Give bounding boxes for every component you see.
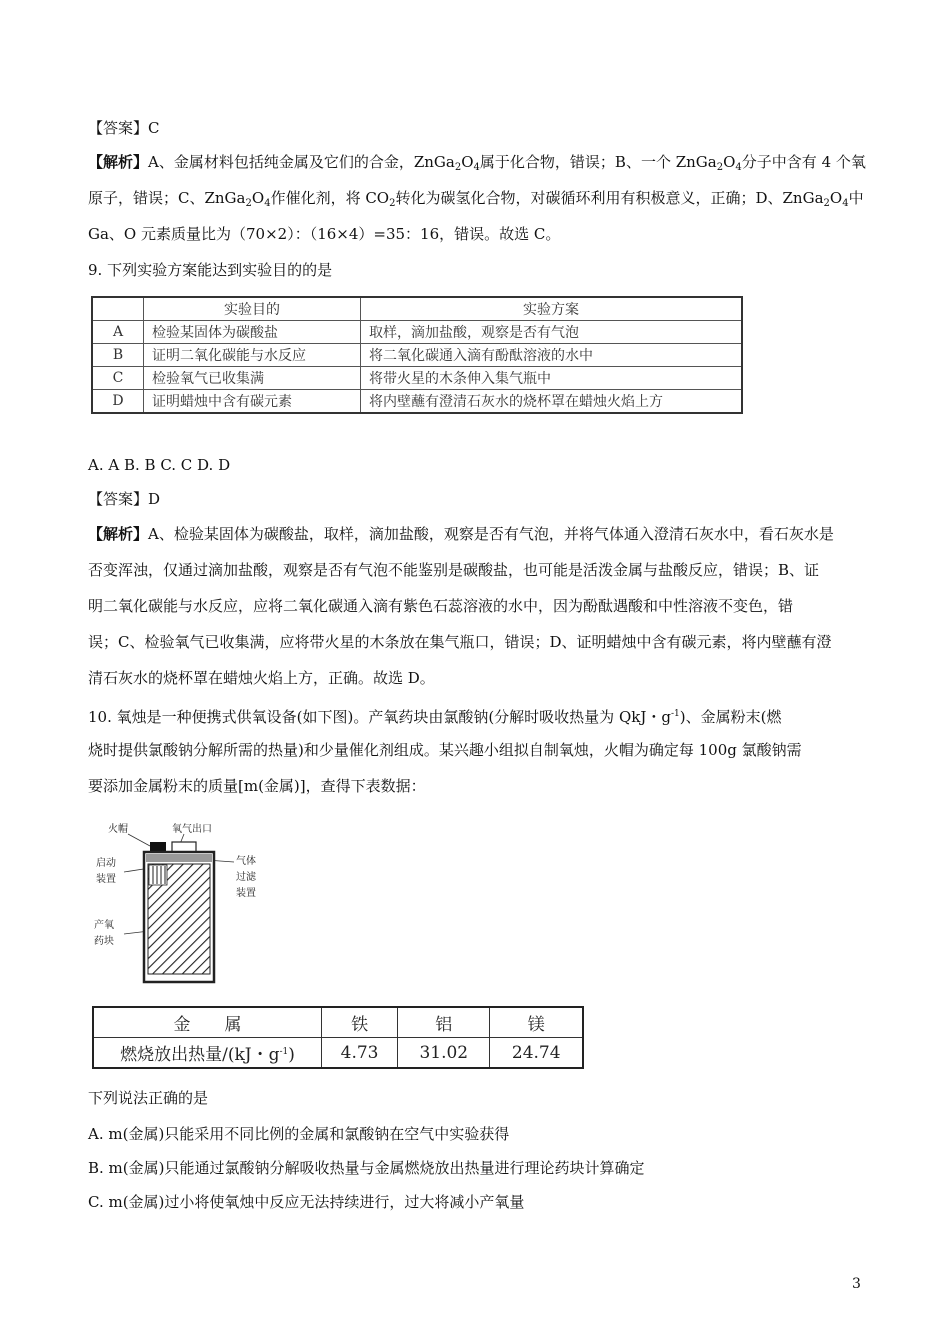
q9-analysis-line-3: 明二氧化碳能与水反应，应将二氧化碳通入滴有紫色石蕊溶液的水中，因为酚酞遇酸和中性溶液不变色，错 [88,597,794,615]
label-block-2: 药块 [94,936,114,947]
q9-stem: 9. 下列实验方案能达到实验目的的是 [88,261,333,279]
label-filter-1: 气体 [236,856,256,867]
table-header-cell: 金 属 [93,1007,322,1038]
table-cell: 铝 [398,1007,490,1038]
table-cell: C [92,367,144,390]
q9-options: A. A B. B C. C D. D [88,456,231,474]
table-cell: 取样，滴加盐酸，观察是否有气泡 [361,321,743,344]
table-header-cell: 实验目的 [144,297,361,321]
table-cell: 24.74 [490,1038,583,1069]
q9-analysis-line-4: 误；C、检验氧气已收集满，应将带火星的木条放在集气瓶口，错误；D、证明蜡烛中含有碳元素，将内壁蘸有澄 [88,633,832,651]
q8-answer: 【答案】C [88,119,160,137]
q10-stem-line-3: 要添加金属粉末的质量[m(金属)]，查得下表数据： [88,777,426,795]
table-cell: 证明蜡烛中含有碳元素 [144,390,361,414]
q9-answer: 【答案】D [88,490,161,508]
table-row [93,1038,583,1069]
table-cell: 检验氧气已收集满 [144,367,361,390]
q10-option-b: B. m(金属)只能通过氯酸钠分解吸收热量与金属燃烧放出热量进行理论药块计算确定 [88,1159,645,1177]
label-filter-2: 过滤 [236,872,256,883]
table-cell: 证明二氧化碳能与水反应 [144,344,361,367]
q8-analysis-line-2: 原子，错误；C、$ZnGa_2O_4$作催化剂，将 $CO_2$转化为碳氢化合物，对碳循环利用有积极意义，正确；D、$ZnGa_2O_4$中 [88,189,864,209]
oxygen-candle-diagram [88,820,268,990]
label-cap: 火帽 [108,824,128,835]
q10-stem-line-2: 烧时提供氯酸钠分解所需的热量)和少量催化剂组成。某兴趣小组拟自制氧烛，火帽为确定每 100g 氯酸钠需 [88,741,802,759]
table-cell: B [92,344,144,367]
label-start: 启动 [96,858,116,869]
table-cell: 将二氧化碳通入滴有酚酞溶液的水中 [361,344,743,367]
q8-analysis-line-1: 【解析】A、金属材料包括纯金属及它们的合金，$ZnGa_2O_4$属于化合物，错误；B、一个 $ZnGa_2O_4$分子中含有 4 个氧 [88,153,866,173]
metal-heat-table [92,1006,584,1069]
q10-stem-line-1: 10. 氧烛是一种便携式供氧设备(如下图)。产氧药块由氯酸钠(分解时吸收热量为 QkJ・$g^{-1}$)、金属粉末(燃 [88,708,782,726]
table-row [92,344,742,367]
table-row [93,1007,583,1038]
table-header-cell: 实验方案 [361,297,743,321]
table-cell: 铁 [322,1007,398,1038]
label-oxygen-outlet: 氧气出口 [172,824,212,835]
table-cell: 将带火星的木条伸入集气瓶中 [361,367,743,390]
table-row [92,321,742,344]
label-filter-3: 装置 [236,888,256,899]
filter-layer [146,854,212,862]
label-start-device: 装置 [96,874,116,885]
table-cell: 检验某固体为碳酸盐 [144,321,361,344]
table-header-cell: 燃烧放出热量/(kJ・$g^{-1}$) [93,1038,322,1069]
q9-experiment-table [91,296,743,414]
q10-option-c: C. m(金属)过小将使氧烛中反应无法持续进行，过大将减小产氧量 [88,1193,525,1211]
table-header-cell [92,297,144,321]
table-cell: 4.73 [322,1038,398,1069]
page-number: 3 [852,1276,861,1292]
q9-analysis-line-5: 清石灰水的烧杯罩在蜡烛火焰上方，正确。故选 D。 [88,669,435,687]
table-row [92,390,742,414]
start-device-shape [149,865,167,885]
table-cell: 镁 [490,1007,583,1038]
table-header-row [92,297,742,321]
q9-analysis-line-2: 否变浑浊，仅通过滴加盐酸，观察是否有气泡不能鉴别是碳酸盐，也可能是活泼金属与盐酸反应，错误；B、证 [88,561,820,579]
label-block-1: 产氧 [94,920,114,931]
cap-shape [150,842,166,852]
table-row [92,367,742,390]
table-cell: D [92,390,144,414]
q9-analysis-line-1: 【解析】A、检验某固体为碳酸盐，取样，滴加盐酸，观察是否有气泡，并将气体通入澄清石灰水中，看石灰水是 [88,525,834,543]
table-cell: 31.02 [398,1038,490,1069]
table-cell: 将内壁蘸有澄清石灰水的烧杯罩在蜡烛火焰上方 [361,390,743,414]
q10-question: 下列说法正确的是 [88,1089,209,1107]
q10-option-a: A. m(金属)只能采用不同比例的金属和氯酸钠在空气中实验获得 [88,1125,510,1143]
q8-analysis-line-3: Ga、O 元素质量比为（70×2）：（16×4）=35：16，错误。故选 C。 [88,225,561,243]
table-cell: A [92,321,144,344]
outlet-shape [172,842,196,852]
